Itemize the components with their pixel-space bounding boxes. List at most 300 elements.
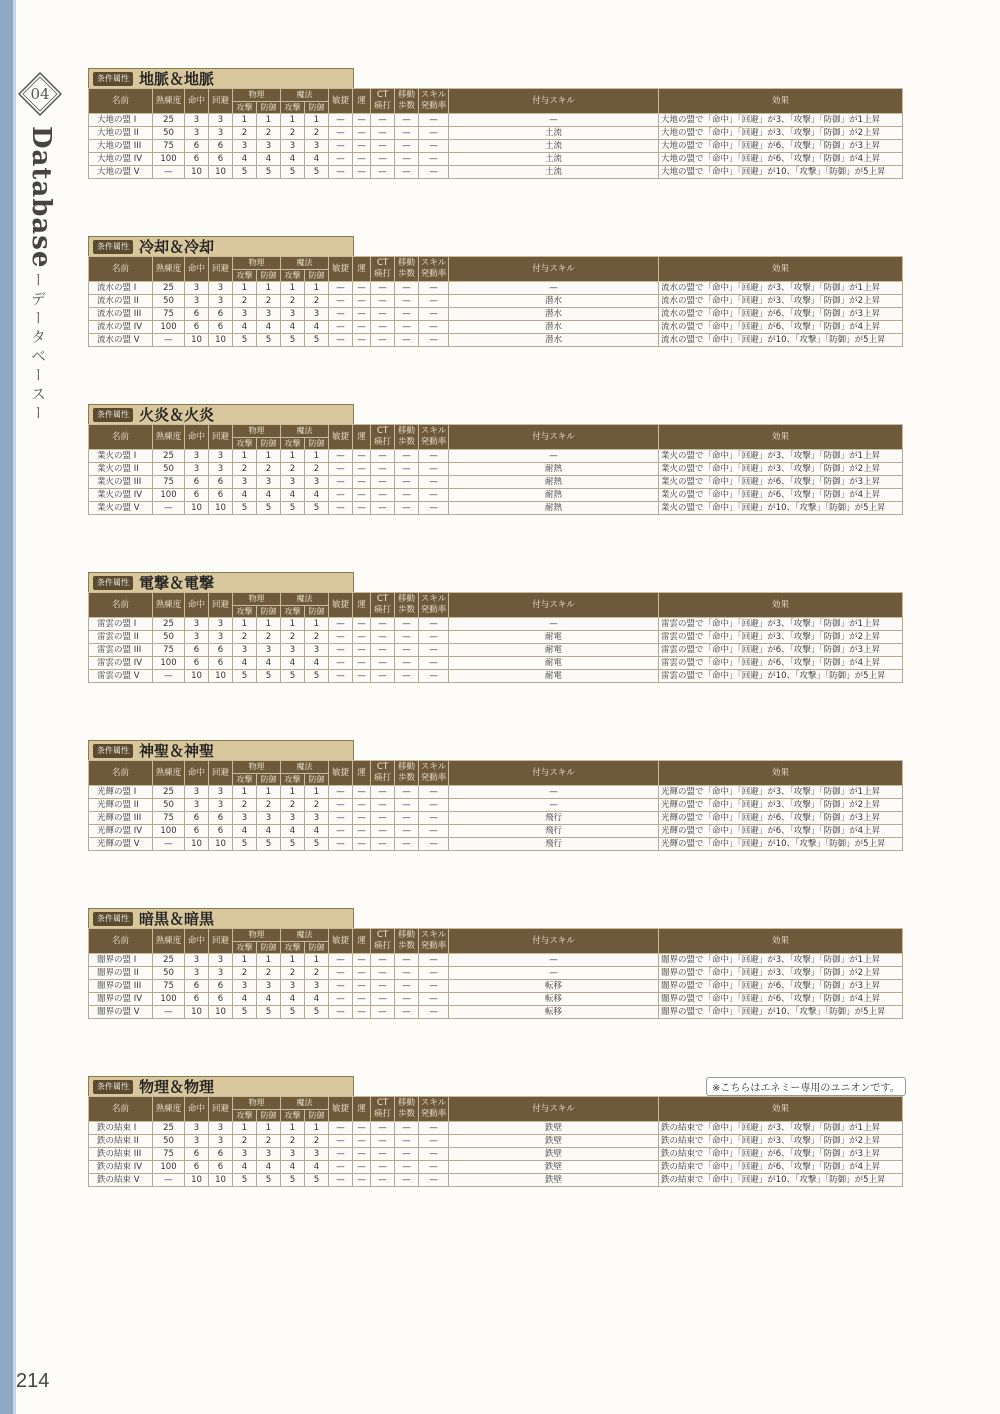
- column-header: 付与スキル: [449, 89, 659, 114]
- table-row: [89, 1174, 903, 1187]
- table-cell: 2: [305, 463, 329, 476]
- table-cell: —: [329, 1148, 353, 1161]
- table-cell: 4: [257, 825, 281, 838]
- table-cell: —: [353, 838, 371, 851]
- table-row: [89, 321, 903, 334]
- effect-cell: 鉄の結束で「命中」「回避」が6、「攻撃」「防御」が3上昇: [659, 1148, 903, 1161]
- table-cell: 25: [153, 282, 185, 295]
- table-cell: 50: [153, 1135, 185, 1148]
- table-cell: —: [419, 114, 449, 127]
- column-header: [371, 257, 395, 282]
- table-row: [89, 489, 903, 502]
- table-cell: —: [419, 967, 449, 980]
- table-cell: 6: [185, 825, 209, 838]
- table-cell: 4: [257, 1161, 281, 1174]
- table-cell: —: [419, 334, 449, 347]
- column-header: 効果: [659, 257, 903, 282]
- table-cell: —: [419, 825, 449, 838]
- table-cell: —: [353, 980, 371, 993]
- table-cell: 1: [257, 618, 281, 631]
- table-cell: 5: [257, 1006, 281, 1019]
- table-cell: —: [419, 450, 449, 463]
- union-name-cell: 光輝の盟 II: [89, 799, 153, 812]
- table-cell: —: [329, 670, 353, 683]
- table-cell: 3: [185, 463, 209, 476]
- column-header: 防御: [305, 101, 329, 114]
- table-cell: —: [371, 334, 395, 347]
- table-cell: —: [329, 166, 353, 179]
- section-title: 物理＆物理: [139, 1078, 215, 1096]
- table-cell: 1: [233, 618, 257, 631]
- table-cell: 5: [305, 334, 329, 347]
- table-cell: —: [153, 334, 185, 347]
- column-header: 物理: [233, 761, 281, 774]
- effect-cell: 大地の盟で「命中」「回避」が3、「攻撃」「防御」が2上昇: [659, 127, 903, 140]
- table-cell: 75: [153, 140, 185, 153]
- table-cell: 2: [233, 1135, 257, 1148]
- table-cell: 6: [209, 321, 233, 334]
- table-row: [89, 308, 903, 321]
- table-cell: —: [353, 114, 371, 127]
- table-cell: —: [329, 967, 353, 980]
- column-header: 敏捷: [329, 89, 353, 114]
- union-name-cell: 鉄の結束 I: [89, 1122, 153, 1135]
- column-header: 防御: [257, 101, 281, 114]
- table-cell: 1: [281, 954, 305, 967]
- table-row: [89, 450, 903, 463]
- header-line: CT: [376, 930, 389, 940]
- condition-attribute-badge: 条件属性: [93, 744, 133, 758]
- union-name-cell: 大地の盟 III: [89, 140, 153, 153]
- union-name-cell: 業火の盟 IV: [89, 489, 153, 502]
- effect-cell: 光輝の盟で「命中」「回避」が6、「攻撃」「防御」が3上昇: [659, 812, 903, 825]
- table-cell: 6: [209, 1161, 233, 1174]
- table-cell: —: [371, 838, 395, 851]
- table-cell: 1: [233, 1122, 257, 1135]
- table-cell: 6: [185, 489, 209, 502]
- union-name-cell: 雷雲の盟 II: [89, 631, 153, 644]
- table-cell: —: [329, 476, 353, 489]
- table-cell: 1: [305, 282, 329, 295]
- column-header: 防御: [305, 605, 329, 618]
- header-line: 痛打: [373, 269, 391, 279]
- table-cell: —: [371, 825, 395, 838]
- table-cell: —: [371, 166, 395, 179]
- table-cell: —: [329, 295, 353, 308]
- table-cell: —: [371, 1006, 395, 1019]
- table-cell: 6: [209, 1148, 233, 1161]
- table-cell: —: [395, 1161, 419, 1174]
- table-cell: 3: [257, 476, 281, 489]
- table-cell: —: [371, 1161, 395, 1174]
- column-header: 敏捷: [329, 257, 353, 282]
- table-cell: 4: [233, 657, 257, 670]
- table-cell: 5: [281, 502, 305, 515]
- union-name-cell: 光輝の盟 IV: [89, 825, 153, 838]
- table-cell: 2: [257, 1135, 281, 1148]
- table-cell: —: [329, 786, 353, 799]
- union-name-cell: 闇界の盟 I: [89, 954, 153, 967]
- table-cell: 2: [281, 1135, 305, 1148]
- column-header: 防御: [257, 941, 281, 954]
- section-header-tab: [88, 908, 354, 929]
- table-cell: 100: [153, 1161, 185, 1174]
- column-header: 効果: [659, 929, 903, 954]
- table-cell: 50: [153, 631, 185, 644]
- table-cell: 10: [185, 1006, 209, 1019]
- granted-skill-cell: 潜水: [449, 321, 659, 334]
- table-cell: 2: [305, 127, 329, 140]
- table-cell: —: [419, 644, 449, 657]
- table-cell: —: [395, 967, 419, 980]
- table-cell: —: [353, 502, 371, 515]
- table-cell: 5: [257, 166, 281, 179]
- table-cell: 3: [305, 1148, 329, 1161]
- table-cell: —: [419, 993, 449, 1006]
- column-header: 付与スキル: [449, 425, 659, 450]
- table-cell: 5: [281, 1006, 305, 1019]
- table-cell: 4: [305, 153, 329, 166]
- table-cell: —: [419, 140, 449, 153]
- table-cell: —: [371, 295, 395, 308]
- condition-attribute-badge: 条件属性: [93, 408, 133, 422]
- table-cell: 4: [233, 489, 257, 502]
- table-cell: 4: [233, 153, 257, 166]
- section-title: 火炎＆火炎: [139, 406, 215, 424]
- table-row: [89, 786, 903, 799]
- table-cell: —: [395, 308, 419, 321]
- granted-skill-cell: 転移: [449, 1006, 659, 1019]
- table-cell: —: [419, 295, 449, 308]
- granted-skill-cell: 土流: [449, 127, 659, 140]
- section-header-tab: [88, 740, 354, 761]
- table-cell: —: [353, 463, 371, 476]
- column-header: 名前: [89, 257, 153, 282]
- table-cell: —: [371, 321, 395, 334]
- table-cell: 5: [281, 166, 305, 179]
- granted-skill-cell: 飛行: [449, 825, 659, 838]
- table-cell: —: [329, 321, 353, 334]
- table-cell: 4: [305, 657, 329, 670]
- column-header: [419, 257, 449, 282]
- table-cell: 4: [305, 993, 329, 1006]
- table-cell: 10: [209, 1006, 233, 1019]
- union-name-cell: 雷雲の盟 V: [89, 670, 153, 683]
- table-cell: 1: [281, 786, 305, 799]
- column-header: 名前: [89, 89, 153, 114]
- granted-skill-cell: —: [449, 967, 659, 980]
- effect-cell: 雷雲の盟で「命中」「回避」が3、「攻撃」「防御」が1上昇: [659, 618, 903, 631]
- table-cell: —: [419, 502, 449, 515]
- column-header: 敏捷: [329, 1097, 353, 1122]
- table-cell: —: [395, 334, 419, 347]
- header-line: 発動率: [420, 437, 447, 447]
- table-cell: 3: [209, 631, 233, 644]
- union-name-cell: 業火の盟 I: [89, 450, 153, 463]
- table-cell: 3: [281, 308, 305, 321]
- table-cell: 4: [305, 825, 329, 838]
- granted-skill-cell: 土流: [449, 166, 659, 179]
- granted-skill-cell: 耐電: [449, 670, 659, 683]
- union-name-cell: 闇界の盟 III: [89, 980, 153, 993]
- granted-skill-cell: 転移: [449, 993, 659, 1006]
- table-cell: 3: [305, 308, 329, 321]
- condition-attribute-badge: 条件属性: [93, 576, 133, 590]
- column-header: 運: [353, 593, 371, 618]
- table-cell: 5: [305, 502, 329, 515]
- table-cell: —: [371, 967, 395, 980]
- header-line: 歩数: [397, 269, 415, 279]
- table-cell: 2: [257, 799, 281, 812]
- header-line: スキル: [420, 594, 447, 604]
- column-header: 付与スキル: [449, 257, 659, 282]
- table-cell: 5: [233, 838, 257, 851]
- column-header: [419, 761, 449, 786]
- table-cell: —: [353, 954, 371, 967]
- table-cell: 6: [185, 980, 209, 993]
- header-line: CT: [376, 90, 389, 100]
- table-cell: 5: [281, 1174, 305, 1187]
- table-cell: —: [329, 308, 353, 321]
- header-line: CT: [376, 762, 389, 772]
- granted-skill-cell: 鉄壁: [449, 1174, 659, 1187]
- header-line: スキル: [420, 1098, 447, 1108]
- table-cell: 3: [233, 980, 257, 993]
- granted-skill-cell: 飛行: [449, 812, 659, 825]
- union-name-cell: 大地の盟 II: [89, 127, 153, 140]
- table-cell: 6: [209, 489, 233, 502]
- column-header: [395, 1097, 419, 1122]
- table-cell: 3: [233, 1148, 257, 1161]
- column-header: 熟練度: [153, 761, 185, 786]
- table-cell: 6: [209, 993, 233, 1006]
- union-name-cell: 業火の盟 II: [89, 463, 153, 476]
- table-cell: —: [353, 153, 371, 166]
- effect-cell: 大地の盟で「命中」「回避」が6、「攻撃」「防御」が3上昇: [659, 140, 903, 153]
- table-cell: —: [329, 140, 353, 153]
- column-header: [395, 425, 419, 450]
- table-cell: 50: [153, 967, 185, 980]
- header-line: 痛打: [373, 773, 391, 783]
- granted-skill-cell: 耐熱: [449, 476, 659, 489]
- table-cell: 75: [153, 644, 185, 657]
- table-cell: 1: [257, 282, 281, 295]
- table-cell: 5: [257, 838, 281, 851]
- table-cell: 2: [281, 799, 305, 812]
- table-cell: 10: [185, 166, 209, 179]
- table-cell: 25: [153, 114, 185, 127]
- column-header: [419, 425, 449, 450]
- header-line: 痛打: [373, 101, 391, 111]
- header-line: CT: [376, 426, 389, 436]
- table-row: [89, 631, 903, 644]
- table-cell: —: [353, 489, 371, 502]
- table-cell: —: [353, 127, 371, 140]
- table-cell: —: [419, 1148, 449, 1161]
- table-row: [89, 295, 903, 308]
- table-cell: 1: [305, 954, 329, 967]
- condition-attribute-badge: 条件属性: [93, 72, 133, 86]
- table-cell: 2: [257, 631, 281, 644]
- effect-cell: 雷雲の盟で「命中」「回避」が6、「攻撃」「防御」が3上昇: [659, 644, 903, 657]
- column-header: 運: [353, 929, 371, 954]
- table-row: [89, 644, 903, 657]
- table-cell: —: [419, 618, 449, 631]
- granted-skill-cell: —: [449, 450, 659, 463]
- union-name-cell: 闇界の盟 IV: [89, 993, 153, 1006]
- union-name-cell: 闇界の盟 V: [89, 1006, 153, 1019]
- table-cell: 4: [257, 657, 281, 670]
- effect-cell: 業火の盟で「命中」「回避」が3、「攻撃」「防御」が1上昇: [659, 450, 903, 463]
- table-cell: 6: [209, 825, 233, 838]
- table-cell: 1: [257, 450, 281, 463]
- granted-skill-cell: —: [449, 618, 659, 631]
- table-cell: —: [353, 334, 371, 347]
- header-line: スキル: [420, 762, 447, 772]
- table-cell: 3: [233, 644, 257, 657]
- table-cell: 6: [185, 1161, 209, 1174]
- table-cell: 3: [209, 114, 233, 127]
- table-cell: —: [353, 476, 371, 489]
- table-cell: 3: [185, 282, 209, 295]
- column-header: 命中: [185, 761, 209, 786]
- table-cell: 6: [185, 1148, 209, 1161]
- column-header: 魔法: [281, 425, 329, 438]
- table-cell: —: [419, 282, 449, 295]
- effect-cell: 雷雲の盟で「命中」「回避」が3、「攻撃」「防御」が2上昇: [659, 631, 903, 644]
- table-cell: —: [371, 670, 395, 683]
- union-name-cell: 業火の盟 V: [89, 502, 153, 515]
- table-cell: —: [395, 282, 419, 295]
- column-header: 攻撃: [281, 101, 305, 114]
- table-row: [89, 993, 903, 1006]
- union-name-cell: 業火の盟 III: [89, 476, 153, 489]
- section-title: 暗黒＆暗黒: [139, 910, 215, 928]
- table-row: [89, 282, 903, 295]
- table-cell: —: [353, 618, 371, 631]
- table-cell: —: [371, 786, 395, 799]
- union-name-cell: 流水の盟 V: [89, 334, 153, 347]
- table-row: [89, 502, 903, 515]
- union-name-cell: 鉄の結束 V: [89, 1174, 153, 1187]
- table-cell: 2: [257, 463, 281, 476]
- table-cell: —: [329, 1006, 353, 1019]
- column-header: 名前: [89, 593, 153, 618]
- table-row: [89, 1122, 903, 1135]
- table-cell: —: [395, 825, 419, 838]
- table-cell: 100: [153, 825, 185, 838]
- table-cell: 5: [257, 502, 281, 515]
- table-cell: —: [329, 657, 353, 670]
- column-header: [395, 89, 419, 114]
- effect-cell: 業火の盟で「命中」「回避」が6、「攻撃」「防御」が3上昇: [659, 476, 903, 489]
- header-line: 移動: [397, 594, 415, 604]
- table-cell: 5: [233, 1006, 257, 1019]
- table-cell: 10: [209, 670, 233, 683]
- table-cell: —: [329, 799, 353, 812]
- table-cell: —: [371, 799, 395, 812]
- table-cell: —: [395, 993, 419, 1006]
- union-name-cell: 大地の盟 I: [89, 114, 153, 127]
- table-cell: 6: [209, 140, 233, 153]
- table-cell: —: [371, 489, 395, 502]
- column-header: 熟練度: [153, 257, 185, 282]
- column-header: 物理: [233, 89, 281, 102]
- effect-cell: 鉄の結束で「命中」「回避」が3、「攻撃」「防御」が2上昇: [659, 1135, 903, 1148]
- table-row: [89, 476, 903, 489]
- table-cell: 1: [281, 450, 305, 463]
- header-line: 移動: [397, 762, 415, 772]
- table-cell: 10: [185, 838, 209, 851]
- column-header: 回避: [209, 257, 233, 282]
- column-header: 熟練度: [153, 593, 185, 618]
- column-header: 効果: [659, 593, 903, 618]
- table-cell: —: [371, 463, 395, 476]
- side-subtitle: ーデータベースー: [29, 272, 47, 424]
- table-cell: —: [395, 838, 419, 851]
- column-header: [419, 593, 449, 618]
- column-header: 運: [353, 761, 371, 786]
- table-cell: —: [371, 954, 395, 967]
- column-header: 熟練度: [153, 929, 185, 954]
- table-cell: —: [353, 825, 371, 838]
- table-cell: —: [395, 166, 419, 179]
- column-header: 物理: [233, 929, 281, 942]
- table-cell: 4: [305, 1161, 329, 1174]
- union-name-cell: 流水の盟 IV: [89, 321, 153, 334]
- section-header-tab: [88, 236, 354, 257]
- table-cell: 3: [185, 954, 209, 967]
- column-header: 魔法: [281, 89, 329, 102]
- effect-cell: 光輝の盟で「命中」「回避」が6、「攻撃」「防御」が4上昇: [659, 825, 903, 838]
- table-row: [89, 463, 903, 476]
- effect-cell: 雷雲の盟で「命中」「回避」が10、「攻撃」「防御」が5上昇: [659, 670, 903, 683]
- granted-skill-cell: 耐電: [449, 657, 659, 670]
- union-name-cell: 闇界の盟 II: [89, 967, 153, 980]
- header-line: 発動率: [420, 773, 447, 783]
- union-name-cell: 流水の盟 I: [89, 282, 153, 295]
- column-header: 攻撃: [281, 1109, 305, 1122]
- table-cell: 6: [209, 308, 233, 321]
- union-name-cell: 鉄の結束 IV: [89, 1161, 153, 1174]
- table-cell: 1: [233, 282, 257, 295]
- table-cell: 1: [305, 114, 329, 127]
- table-cell: —: [353, 295, 371, 308]
- column-header: 付与スキル: [449, 1097, 659, 1122]
- table-cell: —: [395, 1148, 419, 1161]
- table-cell: —: [353, 1148, 371, 1161]
- table-cell: 1: [281, 1122, 305, 1135]
- table-cell: —: [329, 1174, 353, 1187]
- header-line: CT: [376, 594, 389, 604]
- table-cell: 3: [257, 980, 281, 993]
- table-cell: 6: [185, 644, 209, 657]
- table-cell: 3: [305, 140, 329, 153]
- table-cell: —: [371, 1135, 395, 1148]
- section-header-tab: [88, 68, 354, 89]
- table-cell: 75: [153, 476, 185, 489]
- header-line: 歩数: [397, 605, 415, 615]
- table-cell: —: [353, 967, 371, 980]
- column-header: 名前: [89, 761, 153, 786]
- granted-skill-cell: 鉄壁: [449, 1161, 659, 1174]
- table-cell: —: [395, 670, 419, 683]
- granted-skill-cell: 鉄壁: [449, 1148, 659, 1161]
- union-name-cell: 雷雲の盟 III: [89, 644, 153, 657]
- table-cell: 2: [281, 967, 305, 980]
- header-line: 痛打: [373, 941, 391, 951]
- table-cell: 3: [305, 476, 329, 489]
